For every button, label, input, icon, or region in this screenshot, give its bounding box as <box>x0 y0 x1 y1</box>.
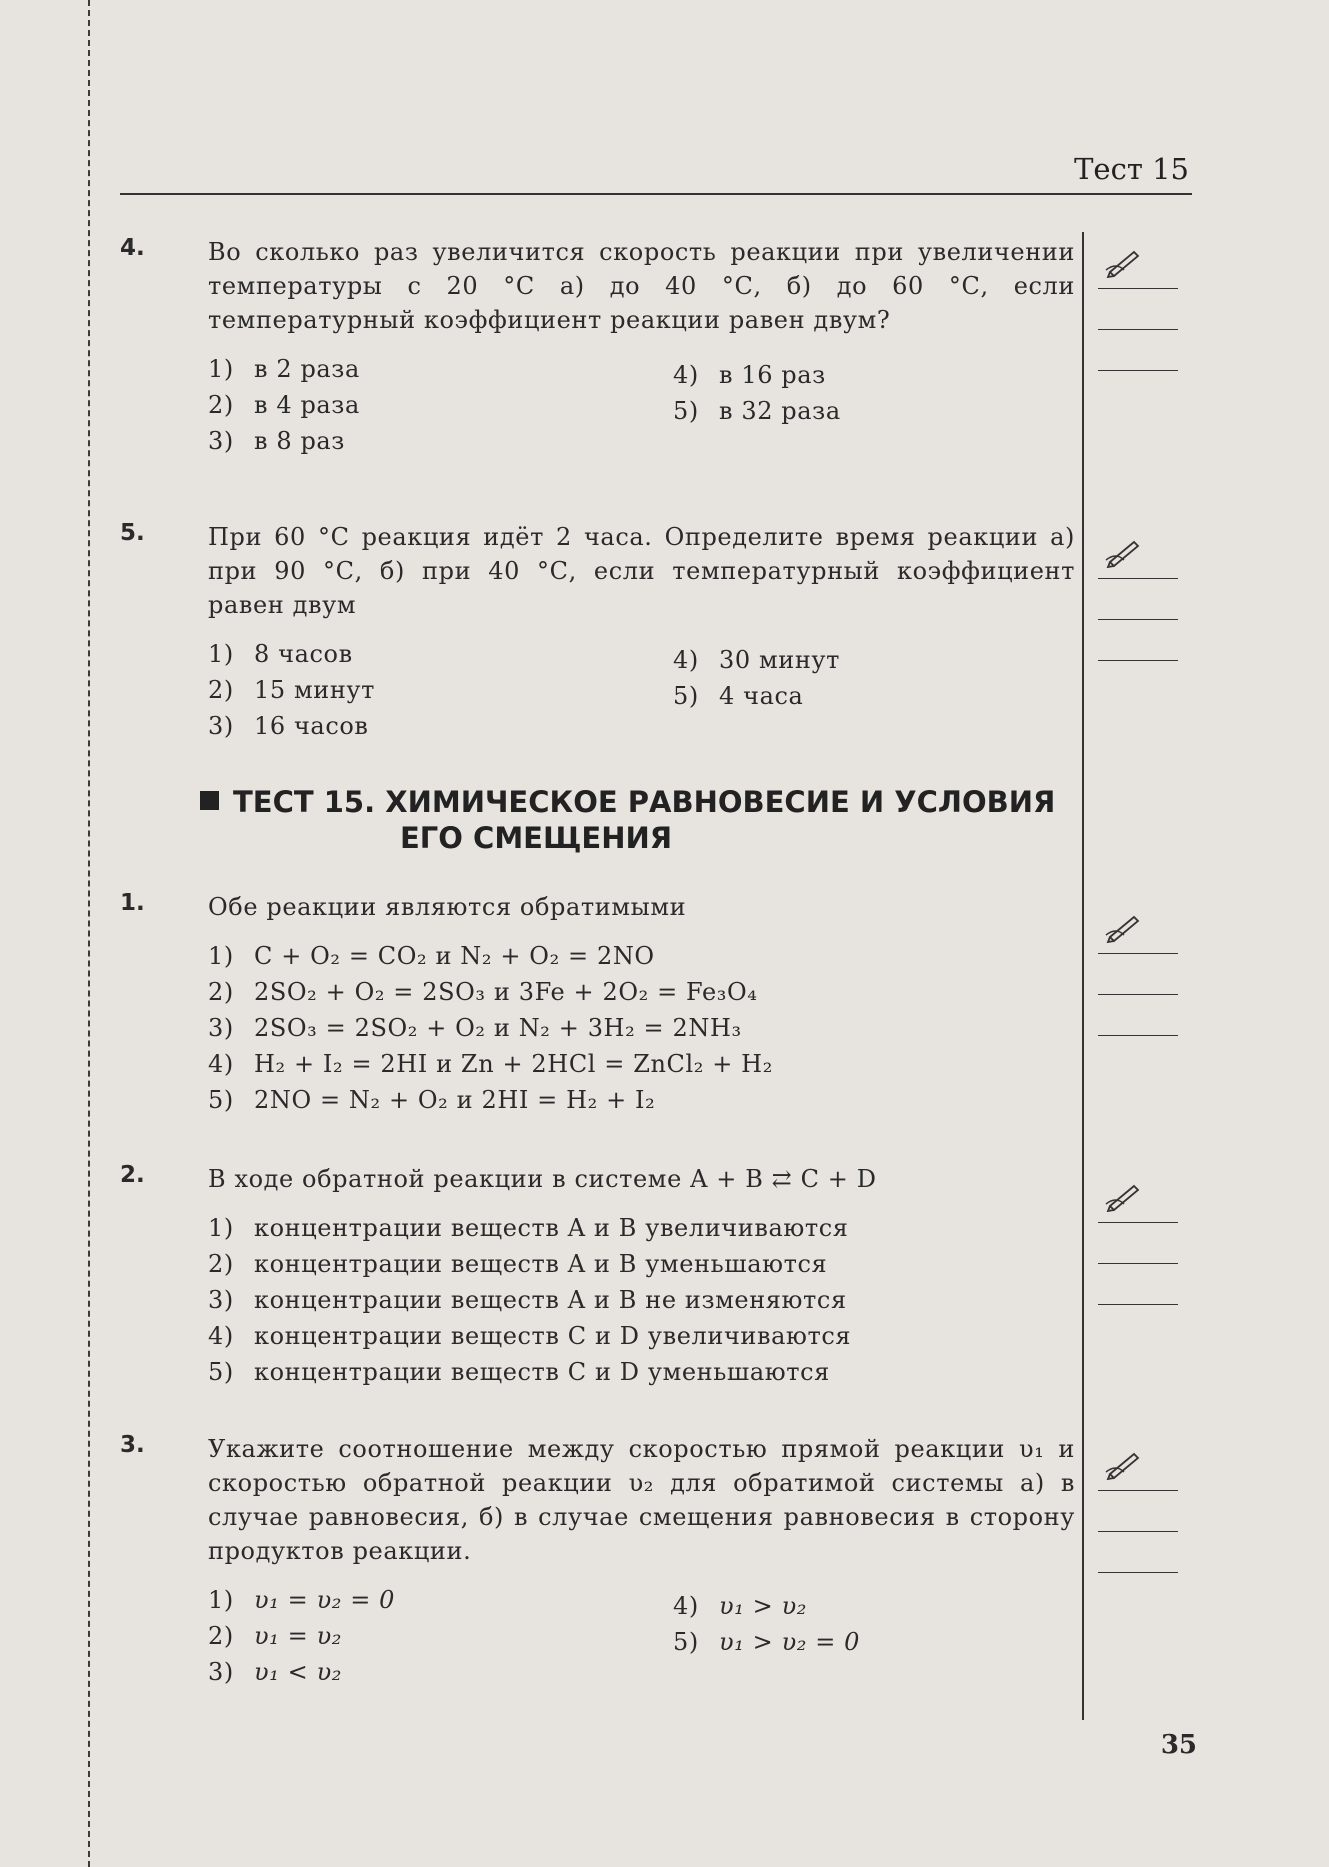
option-4[interactable]: 4) υ₁ > υ₂ <box>673 1592 807 1620</box>
options <box>208 938 1075 1118</box>
answer-line[interactable] <box>1098 953 1178 954</box>
question-number: 4. <box>120 235 145 261</box>
answer-line[interactable] <box>1098 619 1178 620</box>
question-text: Обе реакции являются обратимыми <box>208 893 687 921</box>
option-2[interactable]: 2) υ₁ = υ₂ <box>208 1622 342 1650</box>
pencil-icon <box>1104 1182 1144 1212</box>
answer-line[interactable] <box>1098 1572 1178 1573</box>
answer-box-q1[interactable] <box>1094 913 1186 1036</box>
pencil-icon <box>1104 913 1144 943</box>
question-2 <box>120 1162 1075 1390</box>
answer-line[interactable] <box>1098 370 1178 371</box>
option-1[interactable]: 1) в 2 раза <box>208 355 360 383</box>
question-3 <box>120 1432 1075 1690</box>
answer-line[interactable] <box>1098 1531 1178 1532</box>
option-1[interactable]: 1) C + O₂ = CO₂ и N₂ + O₂ = 2NO <box>208 942 655 970</box>
option-1[interactable]: 1) υ₁ = υ₂ = 0 <box>208 1586 396 1614</box>
option-3[interactable]: 3) в 8 раз <box>208 427 346 455</box>
option-5[interactable]: 5) 4 часа <box>673 682 804 710</box>
option-5[interactable]: 5) концентрации веществ C и D уменьшаются <box>208 1358 830 1386</box>
option-2[interactable]: 2) концентрации веществ A и B уменьшаются <box>208 1250 828 1278</box>
option-4[interactable]: 4) в 16 раз <box>673 361 826 389</box>
question-4 <box>120 235 1075 459</box>
option-3[interactable]: 3) 16 часов <box>208 712 369 740</box>
section-title: ТЕСТ 15. ХИМИЧЕСКОЕ РАВНОВЕСИЕ И УСЛОВИЯ ЕГО СМЕЩЕНИЯ <box>200 784 1080 856</box>
answer-line[interactable] <box>1098 1263 1178 1264</box>
option-3[interactable]: 3) 2SO₃ = 2SO₂ + O₂ и N₂ + 3H₂ = 2NH₃ <box>208 1014 742 1042</box>
pencil-icon <box>1104 248 1144 278</box>
answer-line[interactable] <box>1098 288 1178 289</box>
answer-box-q2[interactable] <box>1094 1182 1186 1305</box>
option-1[interactable]: 1) концентрации веществ A и B увеличиваются <box>208 1214 849 1242</box>
option-3[interactable]: 3) концентрации веществ A и B не изменяются <box>208 1286 847 1314</box>
option-5[interactable]: 5) в 32 раза <box>673 397 841 425</box>
option-3[interactable]: 3) υ₁ < υ₂ <box>208 1658 342 1686</box>
answer-line[interactable] <box>1098 1035 1178 1036</box>
answer-margin-rule <box>1082 232 1084 1720</box>
option-2[interactable]: 2) 15 минут <box>208 676 376 704</box>
question-number: 3. <box>120 1432 145 1458</box>
answer-line[interactable] <box>1098 578 1178 579</box>
answer-line[interactable] <box>1098 660 1178 661</box>
option-4[interactable]: 4) H₂ + I₂ = 2HI и Zn + 2HCl = ZnCl₂ + H₂ <box>208 1050 773 1078</box>
question-text: В ходе обратной реакции в системе A + B ⇄ C + D <box>208 1165 877 1193</box>
answer-line[interactable] <box>1098 994 1178 995</box>
pencil-icon <box>1104 1450 1144 1480</box>
question-5 <box>120 520 1075 744</box>
option-5[interactable]: 5) 2NO = N₂ + O₂ и 2HI = H₂ + I₂ <box>208 1086 656 1114</box>
option-4[interactable]: 4) концентрации веществ C и D увеличиваются <box>208 1322 852 1350</box>
answer-line[interactable] <box>1098 1222 1178 1223</box>
question-text: При 60 °С реакция идёт 2 часа. Определите время реакции а) при 90 °С, б) при 40 °С, если температурный коэффициент равен двум <box>208 523 1075 619</box>
answer-line[interactable] <box>1098 1304 1178 1305</box>
option-5[interactable]: 5) υ₁ > υ₂ = 0 <box>673 1628 861 1656</box>
options <box>208 351 1075 459</box>
question-text: Укажите соотношение между скоростью прямой реакции υ₁ и скоростью обратной реакции υ₂ для обратимой системы а) в случае равновесия, б) в случае смещения равновесия в сторону продуктов реакции. <box>208 1435 1075 1565</box>
square-bullet-icon <box>200 791 219 810</box>
option-2[interactable]: 2) в 4 раза <box>208 391 360 419</box>
pencil-icon <box>1104 538 1144 568</box>
page-header-title: Тест 15 <box>1074 152 1189 186</box>
answer-line[interactable] <box>1098 329 1178 330</box>
cut-line <box>88 0 90 1867</box>
options <box>208 1210 1075 1390</box>
options <box>208 1582 1075 1690</box>
question-number: 1. <box>120 890 145 916</box>
answer-box-q3[interactable] <box>1094 1450 1186 1573</box>
page-number: 35 <box>1160 1730 1197 1760</box>
options <box>208 636 1075 744</box>
option-2[interactable]: 2) 2SO₂ + O₂ = 2SO₃ и 3Fe + 2O₂ = Fe₃O₄ <box>208 978 758 1006</box>
question-1 <box>120 890 1075 1118</box>
answer-line[interactable] <box>1098 1490 1178 1491</box>
header-rule <box>120 193 1192 195</box>
question-number: 2. <box>120 1162 145 1188</box>
option-4[interactable]: 4) 30 минут <box>673 646 841 674</box>
answer-box-q4[interactable] <box>1094 248 1186 371</box>
question-text: Во сколько раз увеличится скорость реакции при увеличении температуры с 20 °С а) до 40 °С, б) до 60 °С, если температурный коэффициент реакции равен двум? <box>208 238 1075 334</box>
question-number: 5. <box>120 520 145 546</box>
answer-box-q5[interactable] <box>1094 538 1186 661</box>
option-1[interactable]: 1) 8 часов <box>208 640 353 668</box>
